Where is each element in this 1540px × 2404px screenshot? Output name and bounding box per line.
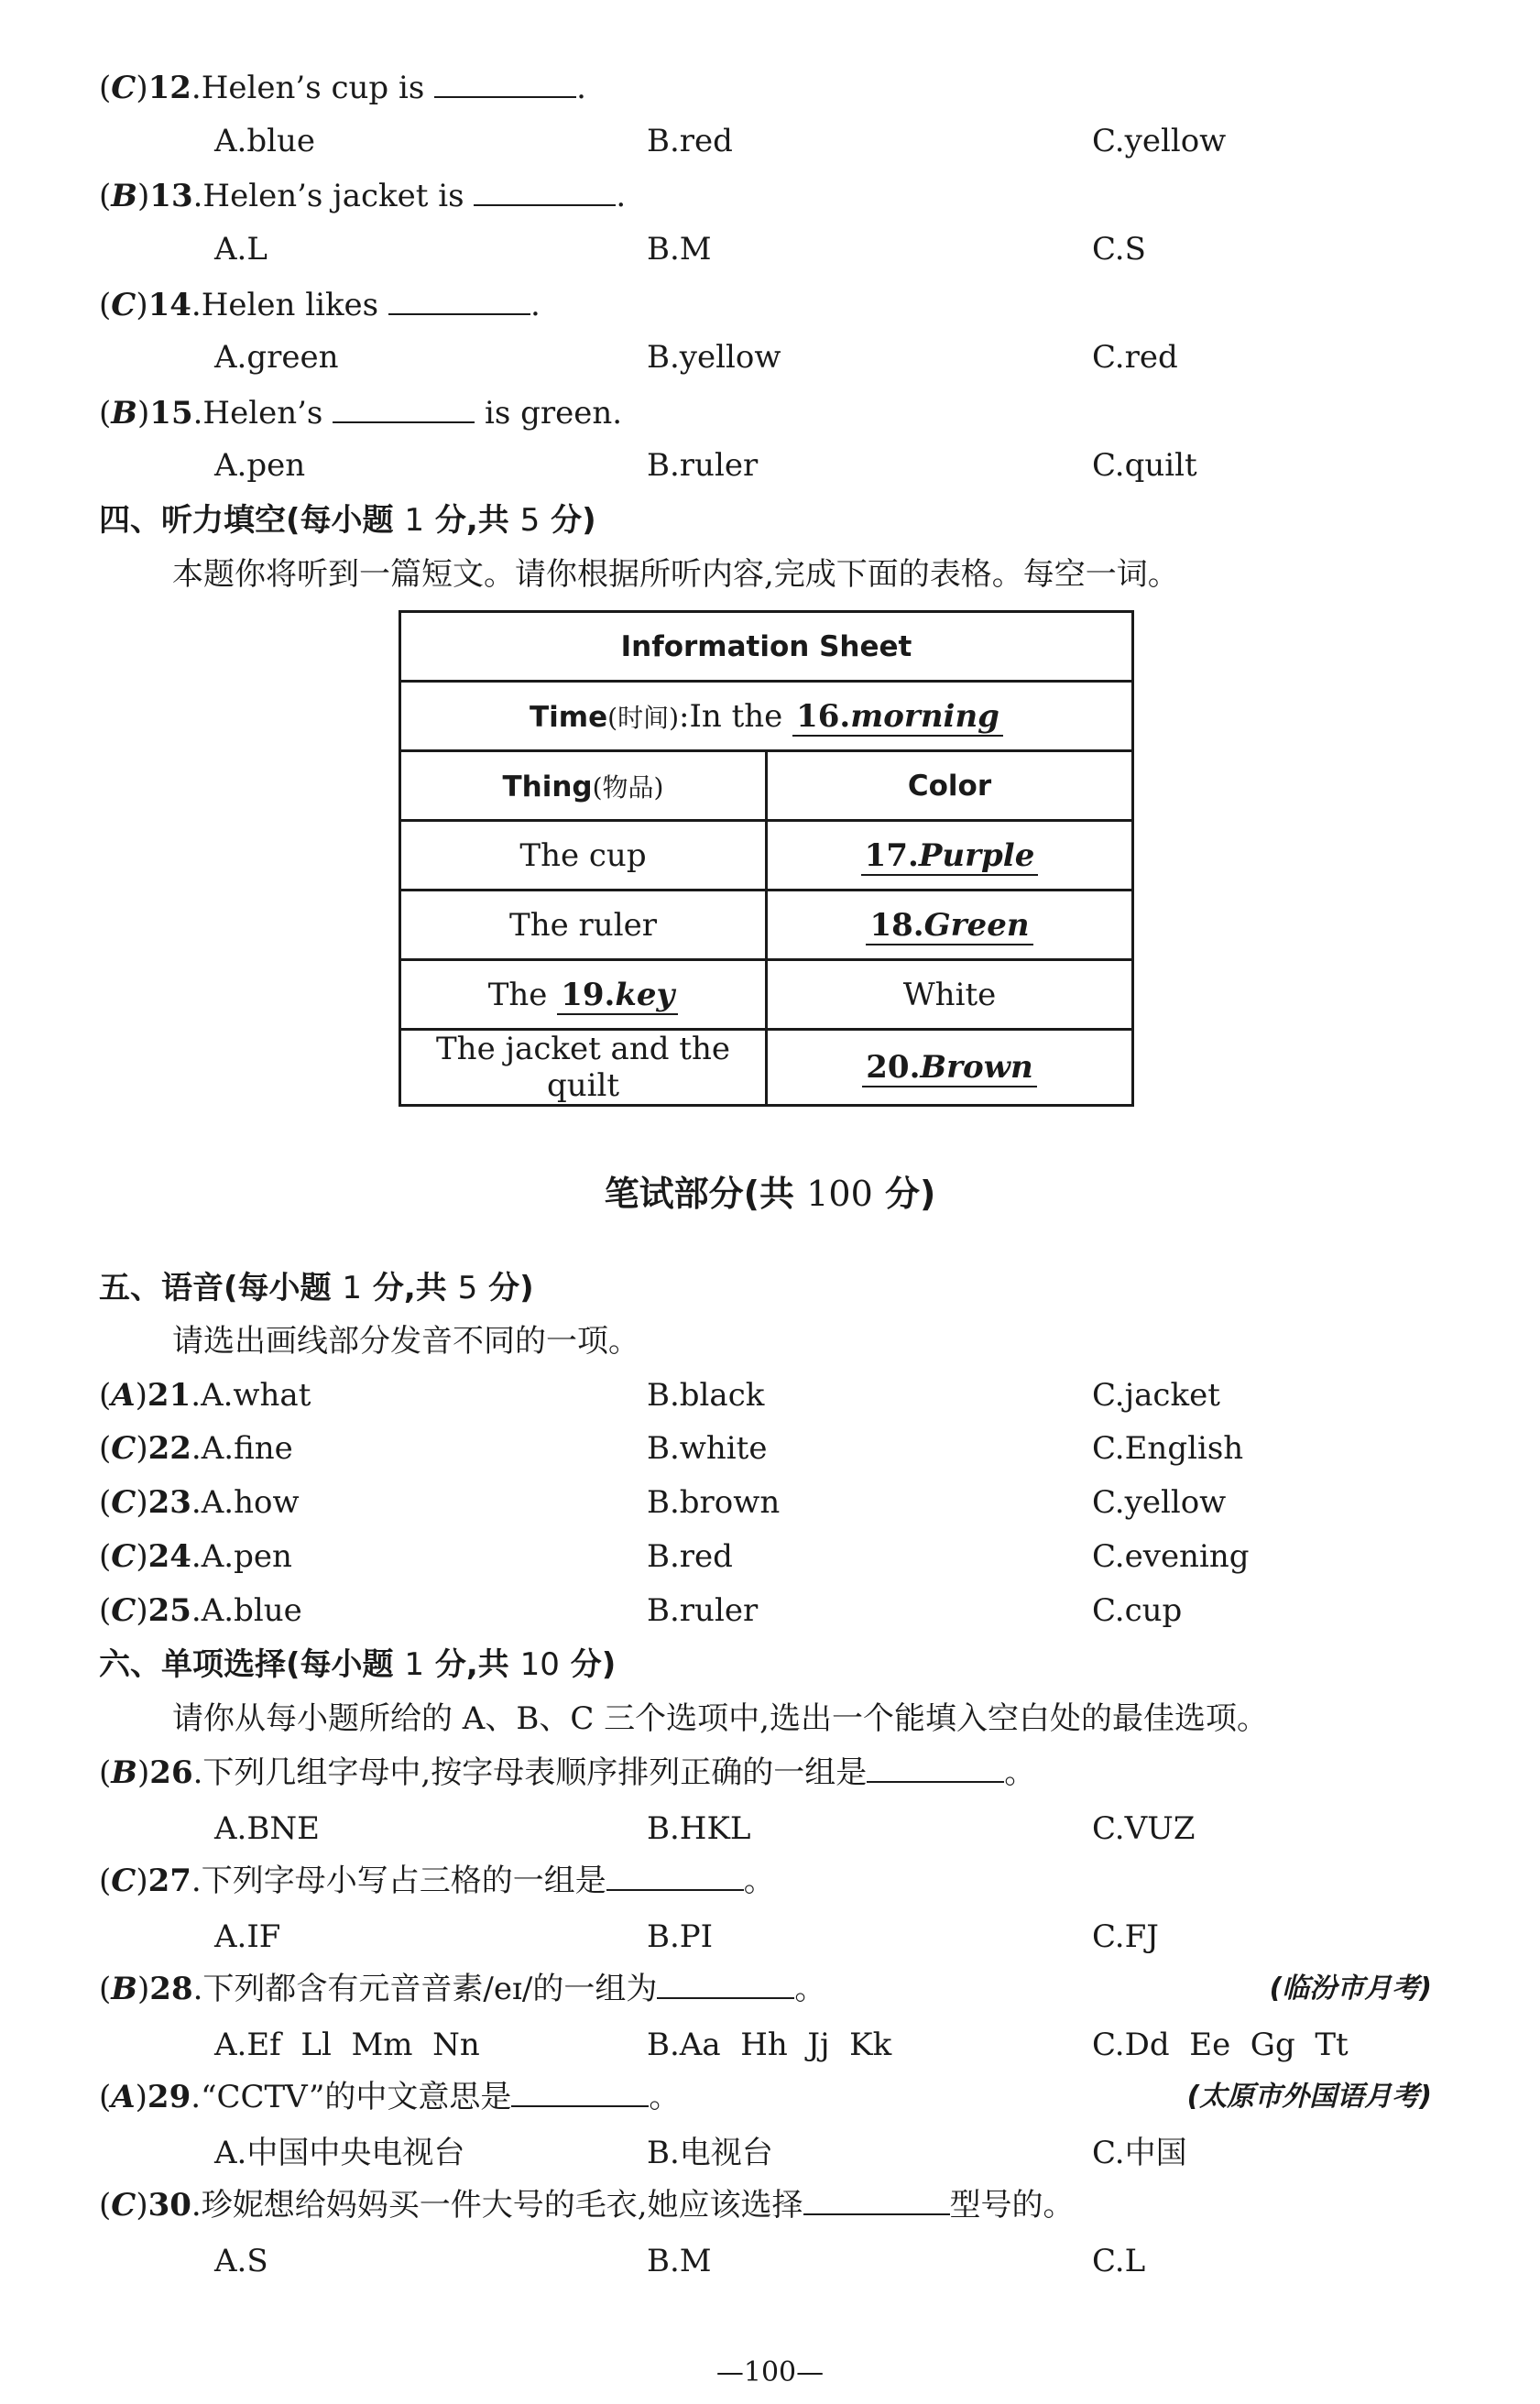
question-28: (B)28.下列都含有元音音素/eɪ/的一组为 。 bbox=[99, 1971, 826, 2007]
question-30: (C)30.珍妮想给妈妈买一件大号的毛衣,她应该选择 型号的。 bbox=[99, 2187, 1075, 2224]
options-26: A.BNE B.HKL C.VUZ bbox=[214, 1810, 1196, 1847]
page-number: —100— bbox=[715, 2356, 825, 2388]
table-row: The ruler 18.Green bbox=[400, 891, 1133, 960]
answer-blank bbox=[474, 177, 616, 206]
time-row: Time(时间):In the 16.morning bbox=[400, 682, 1133, 751]
table-row: The 19.key White bbox=[400, 960, 1133, 1030]
column-header-color: Color bbox=[767, 751, 1133, 821]
options-15: A.pen B.ruler C.quilt bbox=[214, 447, 1197, 484]
question-27: (C)27.下列字母小写占三格的一组是 。 bbox=[99, 1863, 775, 1899]
answer-blank bbox=[867, 1754, 1004, 1783]
options-14: A.green B.yellow C.red bbox=[214, 339, 1178, 376]
answer-18: 18.Green bbox=[866, 907, 1032, 945]
question-23: (C)23.A.how bbox=[99, 1484, 300, 1521]
section-6-instruction: 请你从每小题所给的 A、B、C 三个选项中,选出一个能填入空白处的最佳选项。 bbox=[172, 1700, 1268, 1737]
section-6-heading: 六、单项选择(每小题 1 分,共 10 分) bbox=[99, 1646, 617, 1683]
options-27: A.IF B.PI C.FJ bbox=[214, 1918, 1159, 1955]
section-4-instruction: 本题你将听到一篇短文。请你根据所听内容,完成下面的表格。每空一词。 bbox=[172, 556, 1179, 593]
answer-blank bbox=[434, 69, 576, 98]
table-heading: Information Sheet bbox=[400, 612, 1133, 682]
table-row: The cup 17.Purple bbox=[400, 821, 1133, 891]
answer-16: 16.morning bbox=[792, 698, 1003, 737]
answer-17: 17.Purple bbox=[861, 837, 1039, 876]
written-part-title: 笔试部分(共 100 分) bbox=[604, 1174, 936, 1214]
options-28: A.Ef Ll Mm Nn B.Aa Hh Jj Kk C.Dd Ee Gg Tt bbox=[214, 2027, 1349, 2063]
section-4-heading: 四、听力填空(每小题 1 分,共 5 分) bbox=[99, 502, 596, 539]
source-note: (太原市外国语月考) bbox=[1186, 2081, 1432, 2113]
worksheet-page: (C)12.Helen’s cup is . A.blue B.red C.yellow (B)13.Helen’s jacket is . A.L B.M C.S (C)14.Helen likes . A.green B.yellow C.red (B)15.Helen’s is green. A.pen B.ruler C.quilt 四、听力填空(每小题 1 分,共 5 分) 本题你将听到一篇短文。请你根据所听内容,完成下面的表格。每空一词。 Information Sheet Time(时间):In the 16.morning Thing(物品) Color The cup 17.Purple The ruler 18.Green The 19.key White The jacket and the quilt 20.Brown 笔试部分(共 100 分) 五、语音(每小题 1 分,共 5 分) 请选出画线部分发音不同的一项。 (A)21.A.what B.black C.jacket (C)22.A.fine B.white C.English (C)23.A.how B.brown C.yellow (C)24.A.pen B.red C.evening (C)25.A.blue B.ruler C.cup 六、单项选择(每小题 1 分,共 10 分) 请你从每小题所给的 A、B、C 三个选项中,选出一个能填入空白处的最佳选项。 (B)26.下列几组字母中,按字母表顺序排列正确的一组是 。 A.BNE B.HKL C.VUZ (C)27.下列字母小写占三格的一组是 。 A.IF B.PI C.FJ (B)28.下列都含有元音音素/eɪ/的一组为 。 (临汾市月考) A.Ef Ll Mm Nn B.Aa Hh Jj Kk C.Dd Ee Gg Tt (A)29.“CCTV”的中文意思是 。 (太原市外国语月考) A.中国中央电视台 B.电视台 C.中国 (C)30.珍妮想给妈妈买一件大号的毛衣,她应该选择 型号的。 A.S B.M C.L —100— bbox=[0, 0, 1540, 2404]
answer-blank bbox=[333, 394, 475, 423]
question-15: (B)15.Helen’s is green. bbox=[99, 395, 623, 432]
question-25: (C)25.A.blue bbox=[99, 1592, 302, 1629]
answer-blank bbox=[803, 2186, 950, 2215]
question-22: (C)22.A.fine bbox=[99, 1430, 293, 1467]
answer-blank bbox=[606, 1862, 744, 1891]
question-29: (A)29.“CCTV”的中文意思是 。 bbox=[99, 2079, 681, 2115]
source-note: (临汾市月考) bbox=[1269, 1972, 1432, 2005]
answer-19: 19.key bbox=[557, 977, 678, 1015]
options-29: A.中国中央电视台 B.电视台 C.中国 bbox=[214, 2135, 1187, 2171]
answer-20: 20.Brown bbox=[862, 1049, 1036, 1087]
section-5-instruction: 请选出画线部分发音不同的一项。 bbox=[172, 1323, 639, 1360]
column-header-thing: Thing(物品) bbox=[400, 751, 767, 821]
options-12: A.blue B.red C.yellow bbox=[214, 123, 1227, 159]
options-13: A.L B.M C.S bbox=[214, 231, 1146, 268]
question-21: (A)21.A.what bbox=[99, 1377, 311, 1414]
question-24: (C)24.A.pen bbox=[99, 1538, 292, 1575]
question-26: (B)26.下列几组字母中,按字母表顺序排列正确的一组是 。 bbox=[99, 1754, 1036, 1791]
question-14: (C)14.Helen likes . bbox=[99, 287, 541, 323]
options-30: A.S B.M C.L bbox=[214, 2243, 1146, 2279]
information-sheet-table bbox=[399, 610, 1134, 1107]
question-12: (C)12.Helen’s cup is . bbox=[99, 70, 586, 106]
section-5-heading: 五、语音(每小题 1 分,共 5 分) bbox=[99, 1270, 534, 1306]
answer-blank bbox=[657, 1970, 794, 1999]
question-13: (B)13.Helen’s jacket is . bbox=[99, 178, 627, 214]
answer-blank bbox=[511, 2078, 649, 2107]
table-row: The jacket and the quilt 20.Brown bbox=[400, 1030, 1133, 1106]
answer-blank bbox=[388, 286, 530, 315]
